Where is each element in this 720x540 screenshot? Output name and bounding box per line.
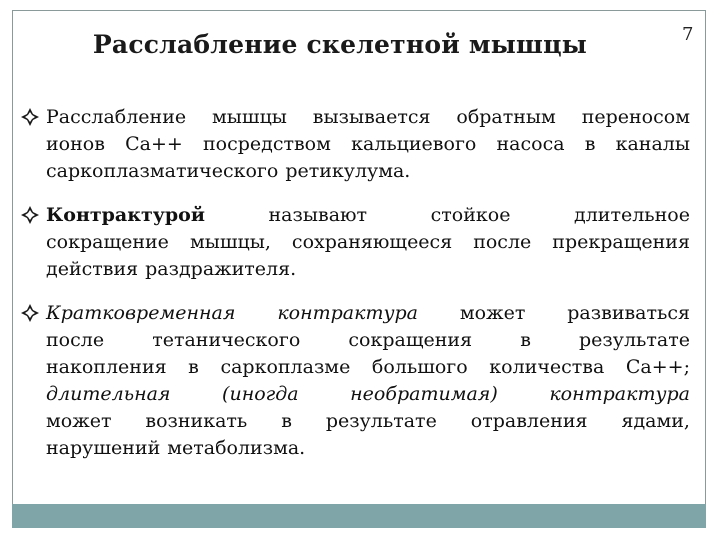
text-line: действия раздражителя. <box>46 258 297 280</box>
text-line: Кратковременная контрактура может развиваться <box>46 302 690 324</box>
text-line: саркоплазматического ретикулума. <box>46 160 411 182</box>
term-contracture: Контрактурой <box>46 204 205 226</box>
footer-bar <box>12 504 706 528</box>
text-line: нарушений метаболизма. <box>46 437 306 459</box>
text-line: ионов Са++ посредством кальциевого насоса в каналы <box>46 133 690 155</box>
text-line: сокращение мышцы, сохраняющееся после прекращения <box>46 231 690 253</box>
text-line: после тетанического сокращения в результате <box>46 329 690 351</box>
text-line: Расслабление мышцы вызывается обратным переносом <box>46 106 690 128</box>
slide-number: 7 <box>682 24 694 45</box>
text-line: длительная (иногда необратимая) контрактура <box>46 383 690 405</box>
text-line: Контрактурой называют стойкое длительное <box>20 202 690 229</box>
slide-title: Расслабление скелетной мышцы <box>92 30 588 59</box>
paragraph-contracture <box>20 202 690 283</box>
text-line: может возникать в результате отравления ядами, <box>46 410 690 432</box>
text-line: накопления в саркоплазме большого количества Са++; <box>46 356 690 378</box>
paragraph-short-contracture <box>20 300 690 462</box>
paragraph-relaxation <box>20 104 690 185</box>
